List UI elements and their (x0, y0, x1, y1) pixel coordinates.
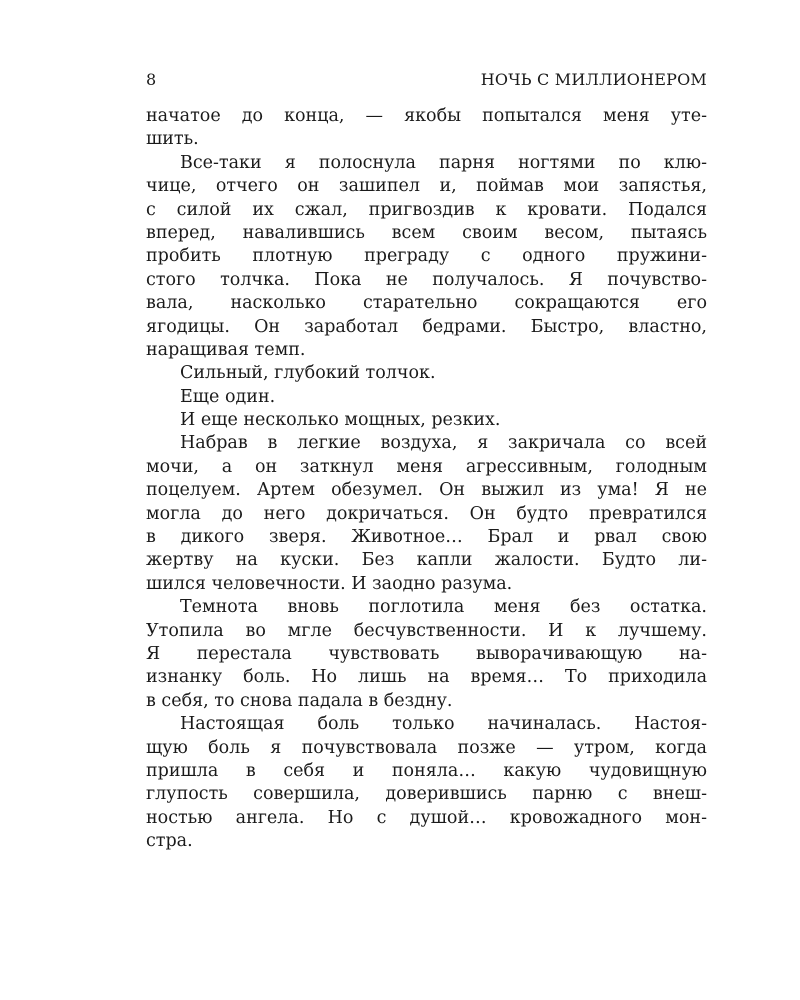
text-line: И еще несколько мощных, резких. (180, 410, 501, 431)
text-line: стого толчка. Пока не получалось. Я почувство- (146, 269, 707, 290)
text-line: глупость совершила, доверившись парню с внеш- (146, 784, 707, 805)
text-line: щую боль я почувствовала позже — утром, когда (146, 737, 707, 758)
text-line: жертву на куски. Без капли жалости. Будто ли- (146, 550, 707, 571)
text-line: Утопила во мгле бесчувственности. И к лучшему. (146, 620, 707, 641)
text-line: Настоящая боль только начиналась. Настоя- (180, 714, 707, 735)
text-line: вала, насколько старательно сокращаются его (146, 293, 707, 314)
book-title: НОЧЬ С МИЛЛИОНЕРОМ (480, 70, 707, 89)
text-line: могла до него докричаться. Он будто превратился (146, 503, 707, 524)
page-number: 8 (146, 70, 157, 89)
text-line: в дикого зверя. Животное… Брал и рвал свою (146, 527, 707, 548)
text-line: чице, отчего он зашипел и, поймав мои запястья, (146, 176, 707, 197)
text-line: в себя, то снова падала в бездну. (146, 690, 453, 711)
text-line: Все-таки я полоснула парня ногтями по клю- (180, 152, 707, 173)
text-line: начатое до конца, — якобы попытался меня уте- (146, 106, 707, 126)
running-header (146, 70, 707, 92)
text-line: Еще один. (180, 386, 276, 407)
text-line: Набрав в легкие воздуха, я закричала со всей (180, 433, 707, 454)
text-line: шился человечности. И заодно разума. (146, 573, 513, 594)
text-line: пришла в себя и поняла… какую чудовищную (146, 760, 707, 781)
text-line: Я перестала чувствовать выворачивающую на- (146, 643, 707, 664)
text-line: ягодицы. Он заработал бедрами. Быстро, властно, (146, 316, 707, 337)
text-line: Сильный, глубокий толчок. (180, 363, 436, 384)
text-line: Темнота вновь поглотила меня без остатка. (180, 597, 707, 618)
text-line: пробить плотную преграду с одного пружини- (146, 246, 707, 267)
text-line: наращивая темп. (146, 339, 306, 360)
text-line: с силой их сжал, пригвоздив к кровати. Подался (146, 199, 707, 220)
text-line: изнанку боль. Но лишь на время… То приходила (146, 667, 707, 688)
text-line: стра. (146, 831, 193, 852)
body-text (146, 105, 707, 854)
text-line: ностью ангела. Но с душой… кровожадного мон- (146, 807, 707, 828)
text-line: поцелуем. Артем обезумел. Он выжил из ума! Я не (146, 480, 707, 501)
text-line: шить. (146, 129, 199, 150)
text-line: мочи, а он заткнул меня агрессивным, голодным (146, 456, 707, 477)
text-line: вперед, навалившись всем своим весом, пытаясь (146, 222, 707, 243)
